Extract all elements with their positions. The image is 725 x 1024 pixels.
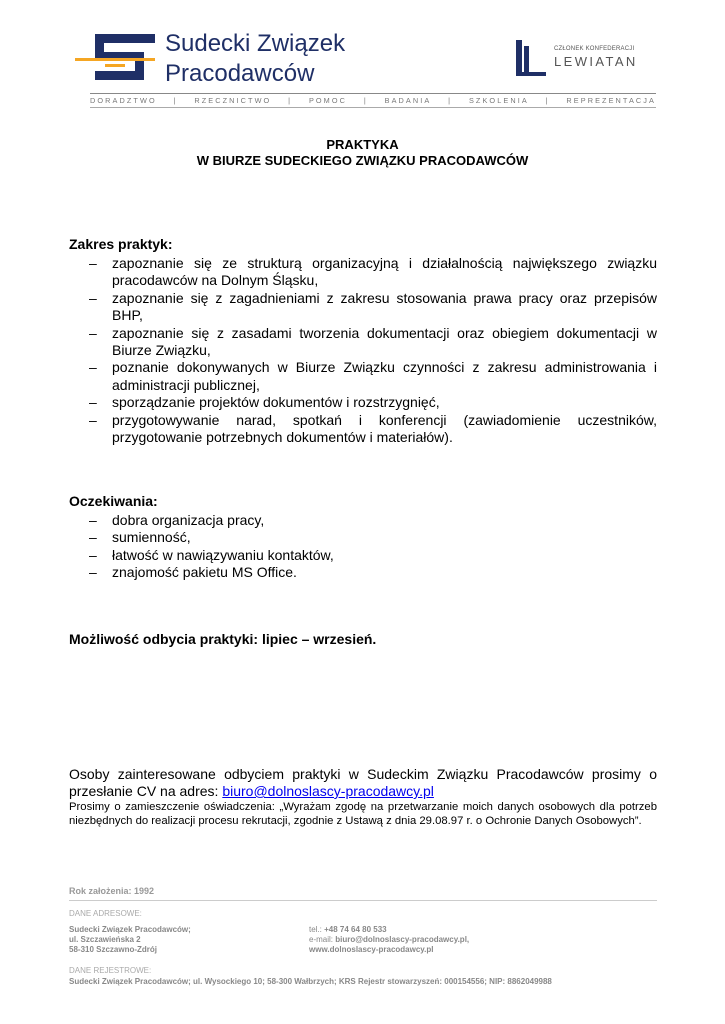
service-item: REPREZENTACJA (566, 96, 656, 105)
address-line (69, 935, 141, 944)
lewiatan-mark (512, 38, 552, 80)
bullet-dash: – (89, 324, 97, 341)
list-item (69, 359, 657, 394)
phone-number: +48 74 64 80 533 (324, 925, 387, 934)
consent-paragraph: Prosimy o zamieszczenie oświadczenia: „Wyrażam zgodę na przetwarzanie moich danych osobowych dla potrzeb niezbędnych do realizacji procesu rekrutacji, zgodnie z Ustawą z dnia 29.08.97 r. o Ochronie Danych Osobowych”. (69, 801, 657, 827)
header-divider-bottom (90, 107, 656, 108)
lewiatan-name: LEWIATAN (554, 54, 638, 69)
lewiatan-member-label: CZŁONEK KONFEDERACJI (554, 46, 635, 52)
registry-label: DANE REJESTROWE: (69, 966, 152, 975)
bullet-dash: – (89, 564, 97, 581)
footer-email-address[interactable]: biuro@dolnoslascy-pracodawcy.pl, (335, 935, 470, 944)
internship-period: Możliwość odbycia praktyki: lipiec – wrzesień. (69, 631, 377, 647)
list-item-text: poznanie dokonywanych w Biurze Związku czynności z zakresu administrowania i administracji publicznej, (112, 359, 657, 393)
contact-paragraph (69, 766, 657, 800)
address-line (69, 945, 157, 954)
bullet-dash: – (89, 359, 97, 376)
list-item (69, 512, 657, 529)
contact-email-link[interactable]: biuro@dolnoslascy-pracodawcy.pl (222, 783, 434, 799)
list-item-text: łatwość w nawiązywaniu kontaktów, (112, 546, 334, 563)
list-item-text: dobra organizacja pracy, (112, 512, 265, 528)
list-item-text: znajomość pakietu MS Office. (112, 564, 297, 581)
header-divider-top (90, 93, 656, 94)
list-item (69, 290, 657, 325)
service-item: RZECZNICTWO (194, 96, 272, 105)
bullet-dash: – (89, 289, 97, 306)
document-title: PRAKTYKA (326, 137, 399, 152)
list-item-text: przygotowywanie narad, spotkań i konferencji (zawiadomienie uczestników, przygotowanie potrzebnych dokumentów i materiałów). (112, 411, 657, 446)
expectations-heading: Oczekiwania: (69, 493, 158, 509)
footer-divider (69, 900, 657, 901)
footer-website (309, 945, 433, 954)
lewiatan-logo (512, 38, 662, 80)
list-item-text: sporządzanie projektów dokumentów i rozstrzygnięć, (112, 394, 440, 411)
service-item: BADANIA (384, 96, 432, 105)
list-item (69, 412, 657, 447)
list-item-text: zapoznanie się z zagadnieniami z zakresu stosowania prawa pracy oraz przepisów BHP, (112, 289, 657, 324)
bullet-dash: – (89, 546, 97, 563)
logo-name-line1: Sudecki Związek (165, 30, 346, 57)
list-item (69, 394, 657, 411)
contact-text: Osoby zainteresowane odbyciem praktyki w Sudeckim Związku Pracodawców prosimy o przesłanie CV na adres: (69, 766, 657, 799)
address-line-text: 58-310 Szczawno-Zdrój (69, 945, 158, 954)
document-subtitle: W BIURZE SUDECKIEGO ZWIĄZKU PRACODAWCÓW (196, 153, 529, 168)
szp-logo (75, 28, 346, 88)
service-item: SZKOLENIA (468, 96, 529, 105)
services-bar (90, 96, 656, 106)
address-line-text: Sudecki Związek Pracodawców; (69, 925, 191, 934)
footer-phone (309, 925, 387, 934)
bullet-dash: – (89, 411, 97, 428)
bullet-dash: – (89, 529, 97, 546)
footer-website-url[interactable]: www.dolnoslascy-pracodawcy.pl (309, 945, 434, 954)
service-separator: | (363, 96, 368, 105)
bullet-dash: – (89, 512, 97, 528)
service-item: DORADZTWO (90, 96, 157, 105)
list-item (69, 564, 657, 581)
list-item (69, 325, 657, 360)
list-item (69, 255, 657, 290)
szp-logo-mark (75, 28, 165, 88)
service-separator: | (448, 96, 453, 105)
list-item-text: zapoznanie się ze strukturą organizacyjną i działalnością największego związku pracodawców na Dolnym Śląsku, (112, 255, 657, 289)
founding-year: Rok założenia: 1992 (69, 886, 155, 896)
bullet-dash: – (89, 255, 97, 271)
service-separator: | (545, 96, 550, 105)
expectations-list (69, 512, 657, 582)
list-item-text: sumienność, (112, 529, 191, 546)
scope-list (69, 255, 657, 446)
address-line (69, 925, 191, 934)
registry-details (69, 977, 552, 986)
address-line-text: ul. Szczawieńska 2 (69, 935, 141, 944)
list-item (69, 529, 657, 546)
footer-email (309, 935, 469, 944)
service-item: POMOC (308, 96, 348, 105)
email-prefix: e-mail: (309, 935, 336, 944)
bullet-dash: – (89, 394, 97, 411)
registry-text: Sudecki Związek Pracodawców; ul. Wysockiego 10; 58-300 Wałbrzych; KRS Rejestr stowarzyszeń: 000154556; NIP: 8862049988 (69, 977, 552, 986)
list-item-text: zapoznanie się z zasadami tworzenia dokumentacji oraz obiegiem dokumentacji w Biurze Związku, (112, 324, 657, 359)
list-item (69, 547, 657, 564)
scope-heading: Zakres praktyk: (69, 236, 173, 252)
service-separator: | (173, 96, 178, 105)
service-separator: | (288, 96, 293, 105)
phone-prefix: tel.: (309, 925, 325, 934)
logo-name-line2: Pracodawców (165, 60, 315, 87)
address-label: DANE ADRESOWE: (69, 909, 142, 918)
